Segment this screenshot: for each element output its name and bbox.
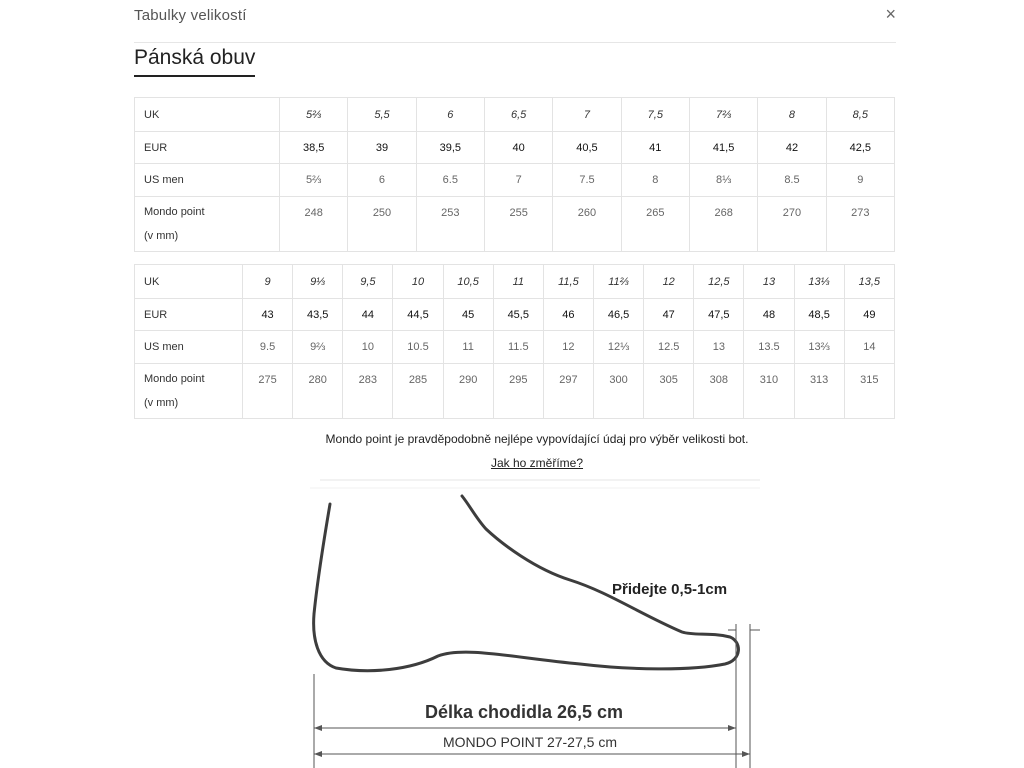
size-cell: 45 (443, 299, 493, 331)
size-cell: 13 (744, 265, 794, 299)
foot-length-label: Délka chodidla 26,5 cm (424, 702, 624, 722)
size-cell: 13.5 (744, 331, 794, 364)
row-label (135, 364, 243, 419)
size-cell: 265 (621, 197, 689, 252)
size-cell: 6 (348, 164, 416, 197)
size-cell: 11,5 (543, 265, 593, 299)
size-cell: 13⅓ (794, 265, 844, 299)
size-cell: 14 (844, 331, 894, 364)
size-row-mp (135, 197, 895, 252)
size-cell: 9.5 (243, 331, 293, 364)
size-table-2 (134, 264, 895, 419)
size-cell: 7,5 (621, 98, 689, 132)
size-cell: 48,5 (794, 299, 844, 331)
size-cell: 297 (543, 364, 593, 419)
size-cell: 313 (794, 364, 844, 419)
modal-header (134, 0, 896, 43)
size-cell: 315 (844, 364, 894, 419)
size-cell: 42 (758, 132, 826, 164)
size-cell: 42,5 (826, 132, 894, 164)
size-cell: 44 (343, 299, 393, 331)
size-cell: 47 (644, 299, 694, 331)
size-row-uk (135, 265, 895, 299)
size-cell: 10.5 (393, 331, 443, 364)
row-label: UK (135, 98, 280, 132)
size-cell: 310 (744, 364, 794, 419)
foot-measurement-illustration (290, 474, 770, 768)
size-cell: 12 (543, 331, 593, 364)
size-cell: 46 (543, 299, 593, 331)
row-label: UK (135, 265, 243, 299)
size-cell: 10,5 (443, 265, 493, 299)
size-cell: 5,5 (348, 98, 416, 132)
size-cell: 275 (243, 364, 293, 419)
add-length-label: Přidejte 0,5-1cm (612, 581, 728, 598)
size-cell: 5⅔ (280, 98, 348, 132)
size-cell: 273 (826, 197, 894, 252)
size-cell: 47,5 (694, 299, 744, 331)
size-cell: 9⅔ (293, 331, 343, 364)
size-cell: 41,5 (689, 132, 757, 164)
size-cell: 13⅔ (794, 331, 844, 364)
size-row-eur (135, 299, 895, 331)
size-cell: 12⅓ (593, 331, 643, 364)
size-cell: 283 (343, 364, 393, 419)
size-cell: 13 (694, 331, 744, 364)
size-cell: 255 (484, 197, 552, 252)
size-cell: 40 (484, 132, 552, 164)
size-cell: 260 (553, 197, 621, 252)
mondo-point-note: Mondo point je pravděpodobně nejlépe vypovídající údaj pro výběr velikosti bot. (325, 432, 749, 446)
size-cell: 270 (758, 197, 826, 252)
row-label-line: Mondo point (144, 206, 205, 218)
mondo-point-label: MONDO POINT 27-27,5 cm (442, 734, 618, 750)
size-cell: 46,5 (593, 299, 643, 331)
size-row-us (135, 331, 895, 364)
size-cell: 8 (758, 98, 826, 132)
size-cell: 7⅔ (689, 98, 757, 132)
size-cell: 268 (689, 197, 757, 252)
size-cell: 295 (493, 364, 543, 419)
size-cell: 290 (443, 364, 493, 419)
size-cell: 5⅔ (280, 164, 348, 197)
size-cell: 45,5 (493, 299, 543, 331)
size-cell: 7.5 (553, 164, 621, 197)
size-cell: 49 (844, 299, 894, 331)
size-table-1 (134, 97, 895, 252)
modal-title: Tabulky velikostí (134, 7, 247, 24)
size-cell: 12 (644, 265, 694, 299)
size-cell: 250 (348, 197, 416, 252)
size-cell: 10 (343, 331, 393, 364)
size-cell: 6 (416, 98, 484, 132)
size-cell: 10 (393, 265, 443, 299)
size-cell: 43 (243, 299, 293, 331)
section-title: Pánská obuv (134, 46, 255, 77)
size-cell: 8,5 (826, 98, 894, 132)
size-cell: 38,5 (280, 132, 348, 164)
size-cell: 48 (744, 299, 794, 331)
size-cell: 9 (243, 265, 293, 299)
size-row-mp (135, 364, 895, 419)
size-cell: 11⅔ (593, 265, 643, 299)
row-label: EUR (135, 132, 280, 164)
size-cell: 12,5 (694, 265, 744, 299)
row-label: EUR (135, 299, 243, 331)
size-cell: 9,5 (343, 265, 393, 299)
size-cell: 13,5 (844, 265, 894, 299)
size-cell: 40,5 (553, 132, 621, 164)
row-label-unit: (v mm) (144, 397, 179, 409)
size-cell: 6.5 (416, 164, 484, 197)
size-cell: 7 (484, 164, 552, 197)
size-cell: 308 (694, 364, 744, 419)
size-row-uk (135, 98, 895, 132)
size-cell: 39,5 (416, 132, 484, 164)
size-cell: 6,5 (484, 98, 552, 132)
size-cell: 8⅓ (689, 164, 757, 197)
size-cell: 43,5 (293, 299, 343, 331)
row-label (135, 197, 280, 252)
size-cell: 41 (621, 132, 689, 164)
size-cell: 305 (644, 364, 694, 419)
how-to-measure-link[interactable]: Jak ho změříme? (490, 456, 584, 470)
row-label-line: Mondo point (144, 373, 205, 385)
size-cell: 9 (826, 164, 894, 197)
size-cell: 11 (443, 331, 493, 364)
size-cell: 8 (621, 164, 689, 197)
size-cell: 9⅓ (293, 265, 343, 299)
size-cell: 11 (493, 265, 543, 299)
size-cell: 300 (593, 364, 643, 419)
size-cell: 8.5 (758, 164, 826, 197)
close-icon[interactable]: × (885, 4, 896, 24)
size-cell: 253 (416, 197, 484, 252)
size-cell: 44,5 (393, 299, 443, 331)
size-cell: 11.5 (493, 331, 543, 364)
size-cell: 39 (348, 132, 416, 164)
size-cell: 280 (293, 364, 343, 419)
size-cell: 285 (393, 364, 443, 419)
size-cell: 12.5 (644, 331, 694, 364)
row-label: US men (135, 164, 280, 197)
size-cell: 7 (553, 98, 621, 132)
size-row-us (135, 164, 895, 197)
size-cell: 248 (280, 197, 348, 252)
size-row-eur (135, 132, 895, 164)
row-label: US men (135, 331, 243, 364)
row-label-unit: (v mm) (144, 230, 179, 242)
